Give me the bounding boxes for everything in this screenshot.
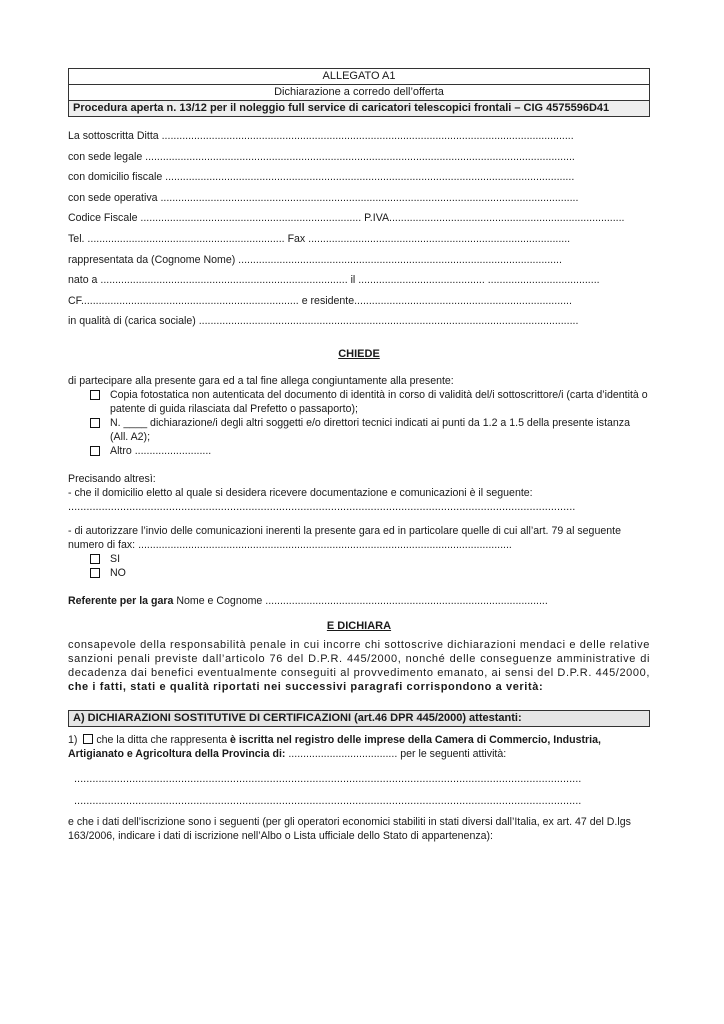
dichiara-text	[68, 638, 650, 694]
checkbox-icon[interactable]	[90, 568, 100, 578]
iscrizione-text: e che i dati dell’iscrizione sono i seguenti (per gli operatori economici stabiliti in stati diversi dall’Italia, ex art. 47 del D.lgs 163/2006, indicare i dati di iscrizione nell’Albo o Lista ufficiale dello Stato di appartenenza):	[68, 815, 631, 842]
field-nato[interactable]: nato a .................................................................................... il ........................................... ......................................	[68, 274, 600, 287]
option-copia-label: Copia fotostatica non autenticata del documento di identità in corso di validità del/i sottoscrittore/i (carta d’identità o patente di guida rilasciata dal Prefetto o passaporto);	[110, 388, 648, 415]
allegato-subtitle: Dichiarazione a corredo dell’offerta	[69, 85, 649, 101]
section-a-item	[68, 733, 650, 761]
option-si[interactable]	[90, 552, 650, 566]
checkbox-icon[interactable]	[90, 418, 100, 428]
referente-line[interactable]	[68, 594, 650, 608]
field-cf-residente[interactable]: CF.......................................................................... e residente..........................................................................	[68, 294, 572, 307]
checkbox-icon[interactable]	[90, 554, 100, 564]
item-number: 1)	[68, 733, 78, 746]
checkbox-icon[interactable]	[83, 734, 93, 744]
field-ditta[interactable]: La sottoscritta Ditta ............................................................................................................................................	[68, 130, 574, 142]
dichiara-heading: E DICHIARA	[326, 619, 392, 632]
activities-line-2[interactable]: ......................................................................................................................................................................	[74, 794, 582, 807]
field-qualita[interactable]: in qualità di (carica sociale) .................................................................................................................................	[68, 315, 579, 328]
domicilio-text: - che il domicilio eletto al quale si desidera ricevere documentazione e comunicazioni è il seguente:	[68, 486, 533, 499]
dichiara-body: consapevole della responsabilità penale in cui incorre chi sottoscrive dichiarazioni mendaci e delle relative sanzioni penali previste dall’articolo 76 del D.P.R. 445/2000, nonché delle conseguenze amministrative di decadenza dai benefici eventualmente conseguiti al provvedimento emanato, ai sensi del D.P.R. 445/2000,	[68, 638, 650, 679]
option-dichiarazioni[interactable]	[90, 416, 650, 444]
field-sede-legale[interactable]: con sede legale ..................................................................................................................................................	[68, 150, 575, 163]
option-dichiarazioni-label: N. ____ dichiarazione/i degli altri soggetti e/o direttori tecnici indicati ai punti da 1.2 a 1.5 della presente istanza (All. A2);	[110, 416, 630, 443]
activities-line-1[interactable]: ......................................................................................................................................................................	[74, 772, 582, 785]
option-si-label: SI	[110, 552, 121, 565]
field-sede-operativa[interactable]: con sede operativa ..............................................................................................................................................	[68, 191, 579, 204]
option-copia[interactable]	[90, 388, 650, 416]
field-rappresentata[interactable]: rappresentata da (Cognome Nome) ..............................................................................................................	[68, 253, 562, 266]
procedure-title: Procedura aperta n. 13/12 per il noleggio full service di caricatori telescopici frontali – CIG 4575596D41	[69, 101, 649, 116]
referente-label: Referente per la gara	[68, 594, 174, 607]
domicilio-dots[interactable]: ......................................................................................................................................................................	[68, 500, 576, 513]
fax-text[interactable]: - di autorizzare l’invio delle comunicazioni inerenti la presente gara ed in particolare quelle di cui all’art. 79 al seguente numero di fax: ...............................................................................................................................	[68, 524, 621, 551]
checkbox-icon[interactable]	[90, 446, 100, 456]
option-no-label: NO	[110, 566, 126, 579]
document-page	[68, 68, 650, 843]
item-bold: è iscritta nel registro delle imprese della Camera di Commercio, Industria, Artigianato e Agricoltura della Provincia di:	[68, 733, 601, 760]
dichiara-bold: che i fatti, stati e qualità riportati nei successivi paragrafi corrispondono a verità:	[68, 680, 544, 693]
precisando-title: Precisando altresì:	[68, 472, 156, 485]
header-box	[68, 68, 650, 117]
checkbox-icon[interactable]	[90, 390, 100, 400]
field-tel-fax[interactable]: Tel. ................................................................... Fax .........................................................................................	[68, 232, 571, 245]
allegato-title: ALLEGATO A1	[69, 69, 649, 85]
referente-field: Nome e Cognome ................................................................................................	[173, 594, 548, 607]
section-a-title: A) DICHIARAZIONI SOSTITUTIVE DI CERTIFICAZIONI (art.46 DPR 445/2000) attestanti:	[68, 710, 650, 727]
field-domicilio-fiscale[interactable]: con domicilio fiscale ...........................................................................................................................................	[68, 171, 575, 184]
option-altro-label: Altro ..........................	[110, 444, 212, 457]
item-text: che la ditta che rappresenta	[93, 733, 231, 746]
field-codice-fiscale[interactable]: Codice Fiscale ........................................................................... P.IVA................................................................................	[68, 212, 625, 225]
company-fields	[68, 126, 650, 332]
option-no[interactable]	[90, 566, 650, 580]
chiede-heading: CHIEDE	[338, 347, 380, 360]
chiede-intro: di partecipare alla presente gara ed a tal fine allega congiuntamente alla presente:	[68, 374, 454, 387]
item-tail[interactable]: ..................................... per le seguenti attività:	[285, 747, 507, 760]
option-altro[interactable]	[90, 444, 650, 458]
